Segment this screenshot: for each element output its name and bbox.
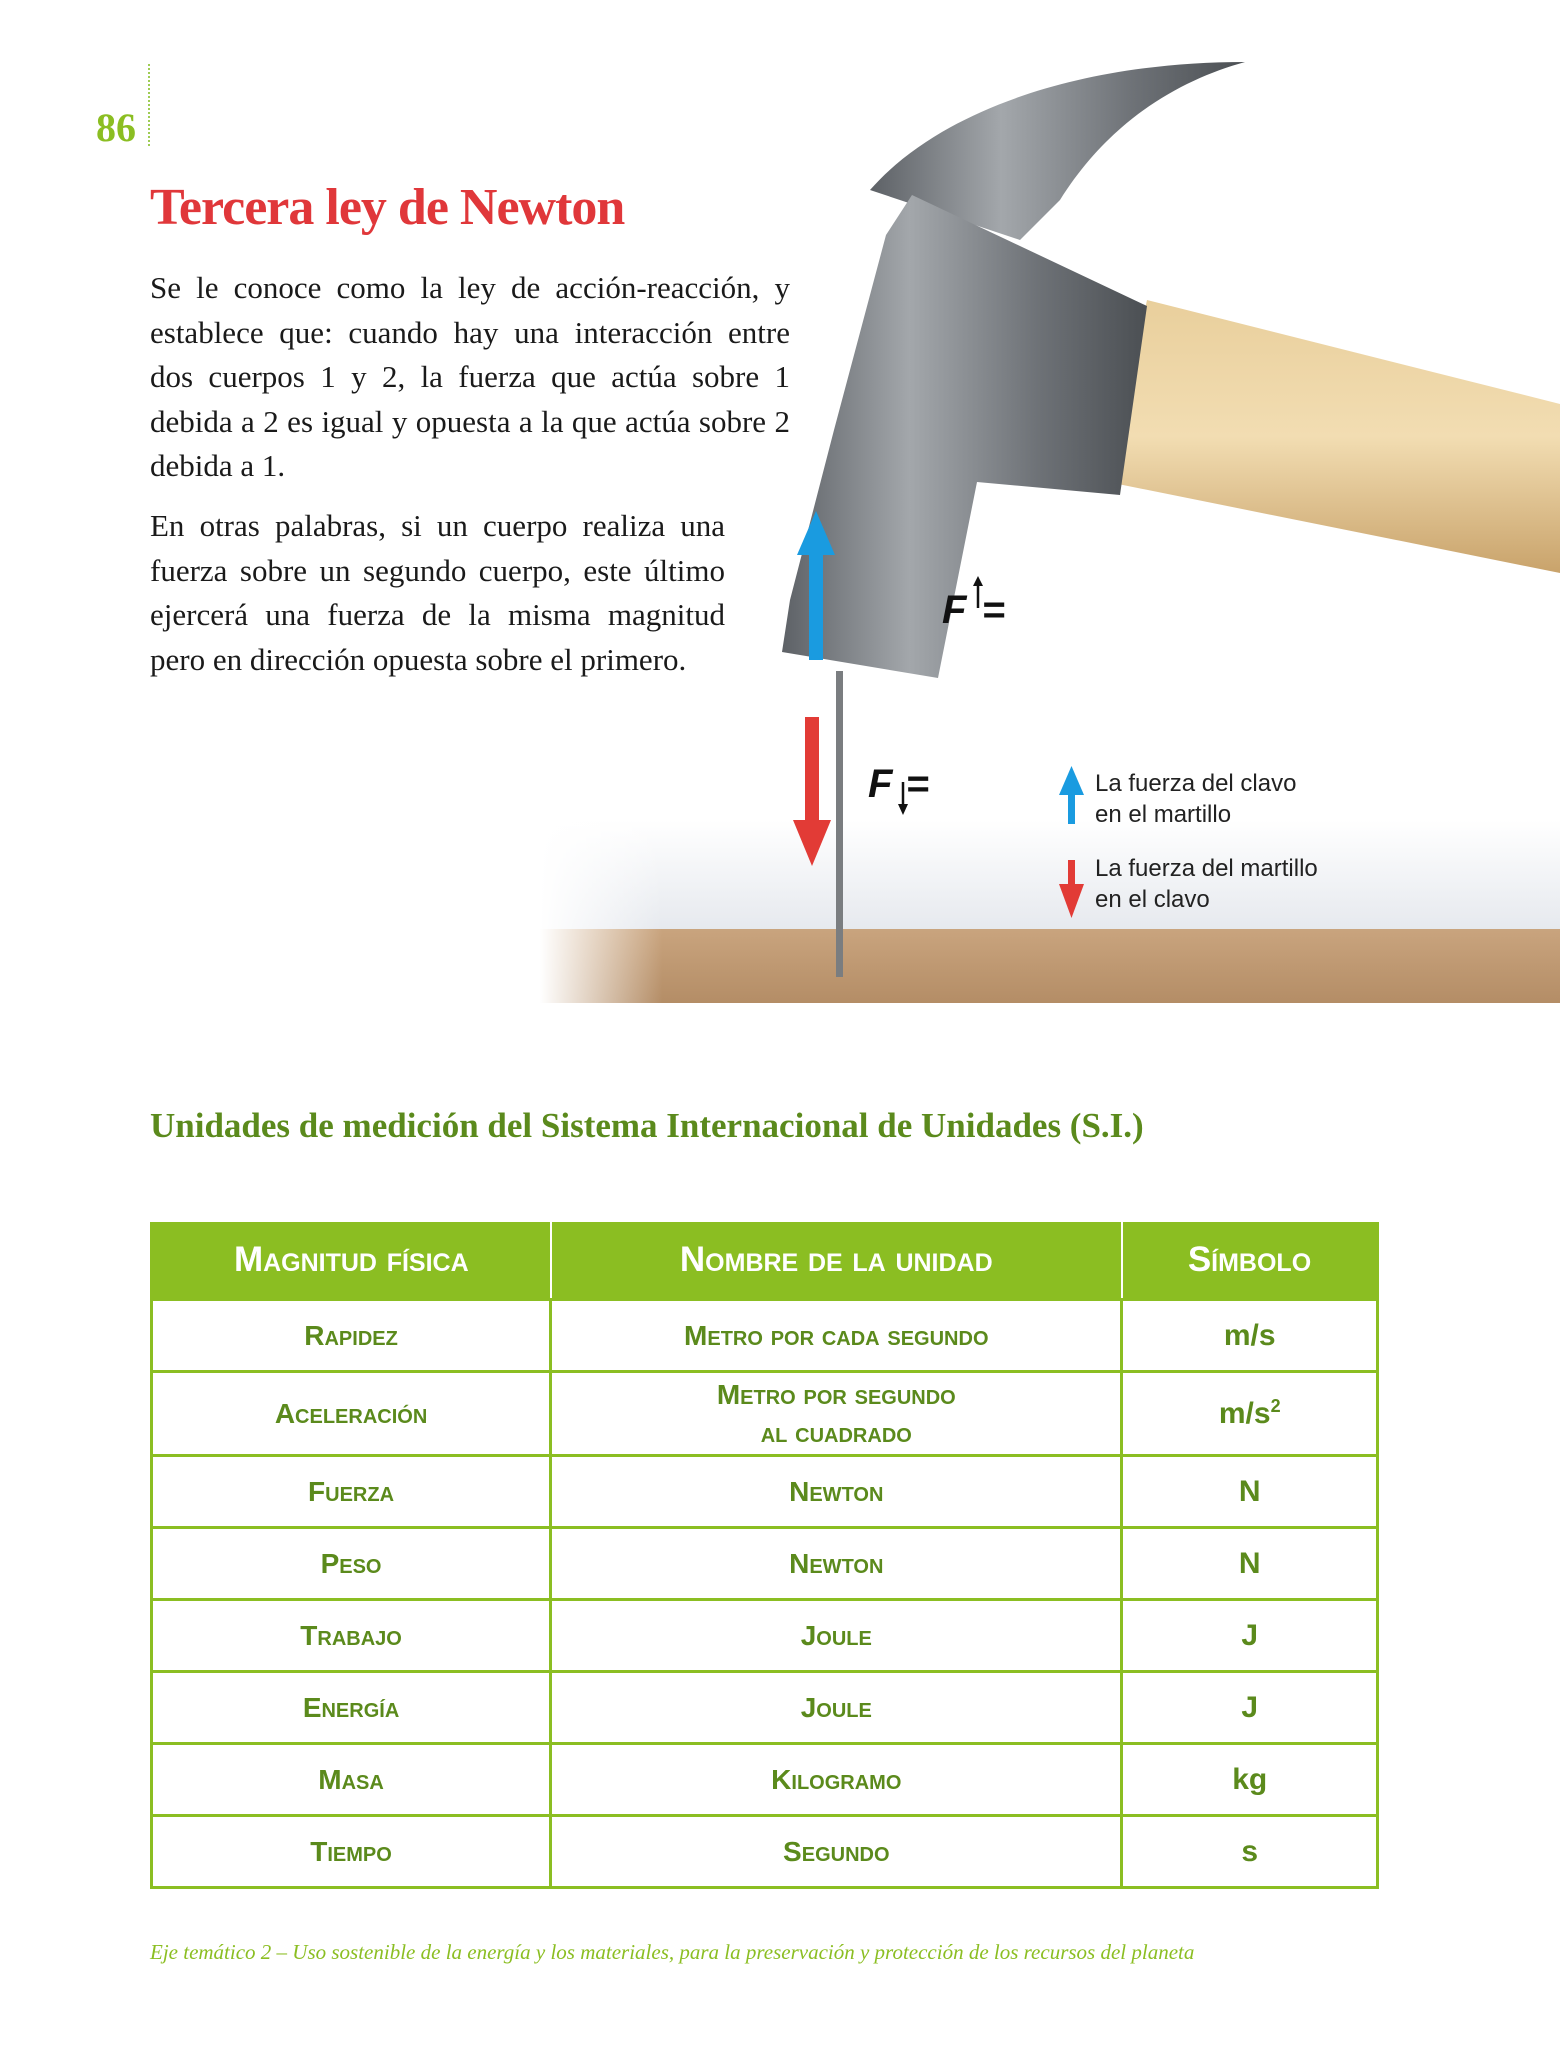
legend-line: en el martillo [1095, 801, 1232, 828]
unit-name-cont: al cuadrado [760, 1416, 912, 1448]
unit-symbol: N [1238, 1546, 1261, 1580]
magnitude: Rapidez [304, 1319, 398, 1351]
column-header: Símbolo [1122, 1222, 1378, 1300]
column-header: Nombre de la unidad [551, 1222, 1122, 1300]
table-row [152, 1600, 1378, 1672]
unit-symbol: m/s [1223, 1318, 1276, 1352]
magnitude: Peso [320, 1547, 382, 1579]
magnitude: Energía [302, 1691, 400, 1723]
unit-name: Joule [800, 1619, 872, 1651]
unit-name: Newton [789, 1547, 884, 1579]
footer-text: Eje temático 2 – Uso sostenible de la energía y los materiales, para la preservación y protección de los recursos del planeta [150, 1940, 1195, 1964]
unit-symbol: N [1238, 1474, 1261, 1508]
magnitude: Tiempo [310, 1835, 392, 1867]
symbol-cell [1122, 1600, 1378, 1672]
unit-cell [551, 1816, 1122, 1888]
page-number: 86 [96, 105, 136, 150]
unit-symbol: J [1241, 1690, 1259, 1724]
symbol-cell [1122, 1372, 1378, 1456]
unit-name: Metro por cada segundo [684, 1319, 989, 1351]
magnitude-cell [152, 1744, 551, 1816]
force-down-label: F = [868, 762, 930, 806]
unit-symbol-exponent: 2 [1270, 1396, 1281, 1416]
section-heading: Unidades de medición del Sistema Internacional de Unidades (S.I.) [150, 1106, 1144, 1145]
symbol-cell [1122, 1816, 1378, 1888]
si-units-table [150, 1222, 1379, 1889]
unit-symbol: kg [1232, 1762, 1268, 1796]
nail [836, 671, 843, 977]
hammer-handle [1108, 300, 1560, 573]
symbol-cell [1122, 1672, 1378, 1744]
unit-symbol: s [1241, 1834, 1259, 1868]
table-row [152, 1456, 1378, 1528]
legend-line: La fuerza del martillo [1095, 855, 1318, 882]
force-up-label: F = [942, 588, 1006, 632]
symbol-cell [1122, 1528, 1378, 1600]
unit-name: Newton [789, 1475, 884, 1507]
table-row [152, 1672, 1378, 1744]
legend-line: en el clavo [1095, 886, 1210, 913]
table-header-row [152, 1222, 1378, 1300]
paragraph: Se le conoce como la ley de acción-reacción, y establece que: cuando hay una interacción entre dos cuerpos 1 y 2, la fuerza que actúa sobre 1 debida a 2 es igual y opuesta a la que actúa sobre 2 debida a 1. [150, 270, 790, 483]
legend-up-arrow-icon [1059, 766, 1084, 824]
table-row [152, 1816, 1378, 1888]
page-title: Tercera ley de Newton [150, 179, 625, 236]
magnitude: Fuerza [308, 1475, 395, 1507]
unit-symbol: m/s [1218, 1397, 1271, 1430]
symbol-cell [1122, 1744, 1378, 1816]
magnitude-cell [152, 1816, 551, 1888]
magnitude: Trabajo [300, 1619, 402, 1651]
unit-name: Kilogramo [771, 1763, 902, 1795]
unit-cell [551, 1300, 1122, 1372]
symbol-cell [1122, 1300, 1378, 1372]
legend-item-nail-force [1095, 768, 1296, 830]
table-row [152, 1372, 1378, 1456]
unit-name: Metro por segundo [716, 1378, 956, 1410]
table-row [152, 1528, 1378, 1600]
unit-symbol: J [1241, 1618, 1259, 1652]
symbol-cell [1122, 1456, 1378, 1528]
unit-cell [551, 1528, 1122, 1600]
table-row [152, 1744, 1378, 1816]
magnitude-cell [152, 1456, 551, 1528]
magnitude-cell [152, 1528, 551, 1600]
paragraph: En otras palabras, si un cuerpo realiza una fuerza sobre un segundo cuerpo, este último ejercerá una fuerza de la misma magnitud pero en dirección opuesta sobre el primero. [150, 508, 725, 677]
unit-cell [551, 1600, 1122, 1672]
unit-name: Segundo [783, 1835, 890, 1867]
table-row [152, 1300, 1378, 1372]
unit-cell [551, 1456, 1122, 1528]
magnitude: Aceleración [274, 1397, 428, 1429]
unit-name: Joule [800, 1691, 872, 1723]
magnitude: Masa [318, 1763, 384, 1795]
column-header: Magnitud física [152, 1222, 551, 1300]
legend-line: La fuerza del clavo [1095, 770, 1297, 797]
magnitude-cell [152, 1672, 551, 1744]
legend-item-hammer-force [1095, 853, 1318, 915]
unit-cell [551, 1372, 1122, 1456]
unit-cell [551, 1744, 1122, 1816]
unit-cell [551, 1672, 1122, 1744]
magnitude-cell [152, 1600, 551, 1672]
magnitude-cell [152, 1300, 551, 1372]
magnitude-cell [152, 1372, 551, 1456]
